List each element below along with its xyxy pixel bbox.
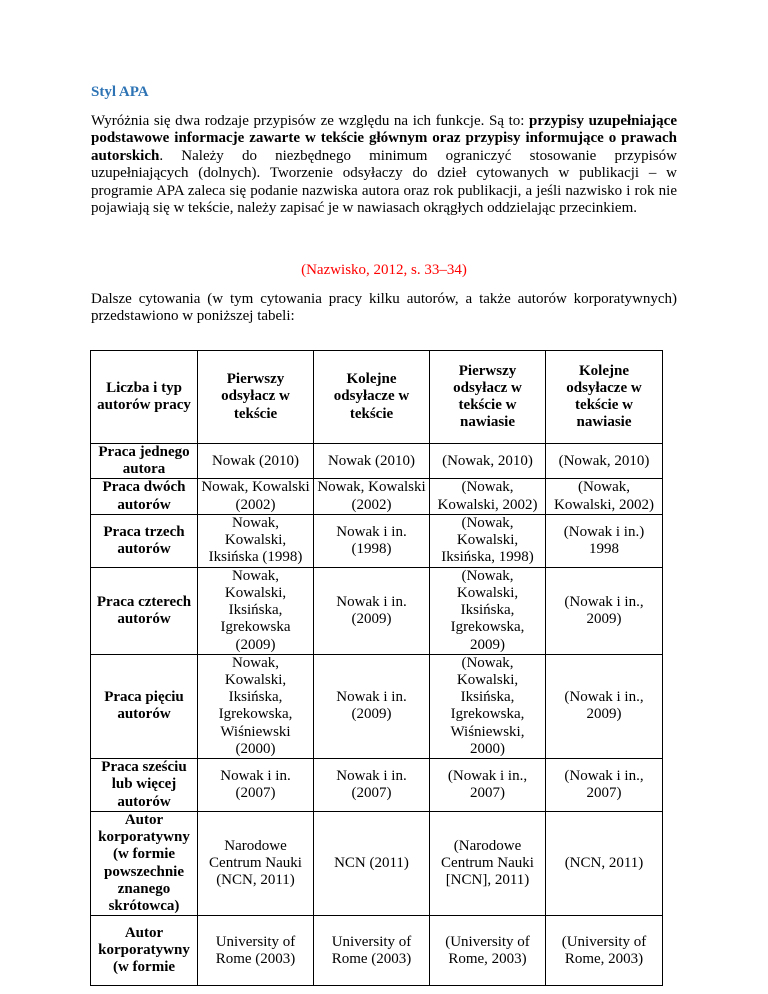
table-cell: Nowak (2010) xyxy=(198,444,314,479)
intro-text: Wyróżnia się dwa rodzaje przypisów ze względu na ich funkcje. Są to: xyxy=(91,113,530,129)
table-cell: Praca pięciu autorów xyxy=(91,654,198,758)
table-cell: Praca sześciu lub więcej autorów xyxy=(91,759,198,812)
table-cell: Nowak i in. (2009) xyxy=(314,654,430,758)
table-cell: Autor korporatywny (w formie xyxy=(91,916,198,986)
table-cell: (Nowak i in., 2009) xyxy=(546,654,663,758)
table-cell: Nowak i in. (2009) xyxy=(314,567,430,654)
citation-example: (Nazwisko, 2012, s. 33–34) xyxy=(301,262,467,278)
table-cell: (Nowak i in., 2007) xyxy=(546,759,663,812)
table-row xyxy=(91,812,663,916)
intro-rest-text: . Należy do niezbędnego minimum ograniczyć stosowanie przypisów uzupełniających (dolnych). Tworzenie odsyłaczy do dzieł cytowanych w publikacji – w programie APA zaleca się podanie nazwiska autora oraz rok publikacji, a jeśli nazwisko i rok nie pojawiają się w tekście, należy zapisać je w nawiasach okrągłych oddzielając przecinkiem. xyxy=(91,147,677,217)
table-cell: Nowak i in. (2007) xyxy=(198,759,314,812)
table-cell: Autor korporatywny (w formie powszechnie znanego skrótowca) xyxy=(91,812,198,916)
table-header-cell: Liczba i typ autorów pracy xyxy=(91,351,198,444)
table-header-row xyxy=(91,351,663,444)
table-cell: (University of Rome, 2003) xyxy=(430,916,546,986)
table-cell: Nowak, Kowalski, Iksińska (1998) xyxy=(198,514,314,567)
table-cell: Nowak i in. (1998) xyxy=(314,514,430,567)
table-cell: Nowak, Kowalski (2002) xyxy=(198,479,314,514)
table-cell: (Nowak i in., 2009) xyxy=(546,567,663,654)
table-cell: University of Rome (2003) xyxy=(314,916,430,986)
table-cell: (Nowak, 2010) xyxy=(430,444,546,479)
table-cell: (Nowak, Kowalski, Iksińska, 1998) xyxy=(430,514,546,567)
table-cell: NCN (2011) xyxy=(314,812,430,916)
table-cell: Narodowe Centrum Nauki (NCN, 2011) xyxy=(198,812,314,916)
table-intro-paragraph: Dalsze cytowania (w tym cytowania pracy kilku autorów, a także autorów korporatywnych) przedstawiono w poniższej tabeli: xyxy=(91,291,677,325)
table-cell: (Narodowe Centrum Nauki [NCN], 2011) xyxy=(430,812,546,916)
table-cell: Nowak, Kowalski, Iksińska, Igrekowska, Wiśniewski (2000) xyxy=(198,654,314,758)
citation-table xyxy=(90,350,663,986)
table-cell: (Nowak, Kowalski, 2002) xyxy=(546,479,663,514)
table-row xyxy=(91,444,663,479)
table-cell: Nowak, Kowalski (2002) xyxy=(314,479,430,514)
table-cell: (University of Rome, 2003) xyxy=(546,916,663,986)
table-cell: Nowak (2010) xyxy=(314,444,430,479)
table-row xyxy=(91,654,663,758)
table-header-cell: Kolejne odsyłacze w tekście xyxy=(314,351,430,444)
table-cell: University of Rome (2003) xyxy=(198,916,314,986)
table-cell: Praca jednego autora xyxy=(91,444,198,479)
table-cell: (Nowak i in.) 1998 xyxy=(546,514,663,567)
table-cell: (NCN, 2011) xyxy=(546,812,663,916)
table-cell: (Nowak i in., 2007) xyxy=(430,759,546,812)
table-cell: (Nowak, 2010) xyxy=(546,444,663,479)
section-heading: Styl APA xyxy=(91,84,149,100)
intro-paragraph xyxy=(91,113,677,217)
table-cell: Nowak i in. (2007) xyxy=(314,759,430,812)
table-cell: Praca dwóch autorów xyxy=(91,479,198,514)
table-row xyxy=(91,479,663,514)
table-row xyxy=(91,514,663,567)
intro-bold-text: przypisy uzupełniające podstawowe informacje zawarte w tekście głównym oraz przypisy informujące o prawach autorskich xyxy=(91,113,677,164)
table-header-cell: Pierwszy odsyłacz w tekście xyxy=(198,351,314,444)
table-cell: Nowak, Kowalski, Iksińska, Igrekowska (2009) xyxy=(198,567,314,654)
table-row xyxy=(91,567,663,654)
table-cell: Praca czterech autorów xyxy=(91,567,198,654)
table-header-cell: Pierwszy odsyłacz w tekście w nawiasie xyxy=(430,351,546,444)
table-cell: (Nowak, Kowalski, Iksińska, Igrekowska, 2009) xyxy=(430,567,546,654)
table-cell: Praca trzech autorów xyxy=(91,514,198,567)
table-cell: (Nowak, Kowalski, 2002) xyxy=(430,479,546,514)
table-header-cell: Kolejne odsyłacze w tekście w nawiasie xyxy=(546,351,663,444)
table-row xyxy=(91,759,663,812)
table-row xyxy=(91,916,663,986)
table-cell: (Nowak, Kowalski, Iksińska, Igrekowska, Wiśniewski, 2000) xyxy=(430,654,546,758)
